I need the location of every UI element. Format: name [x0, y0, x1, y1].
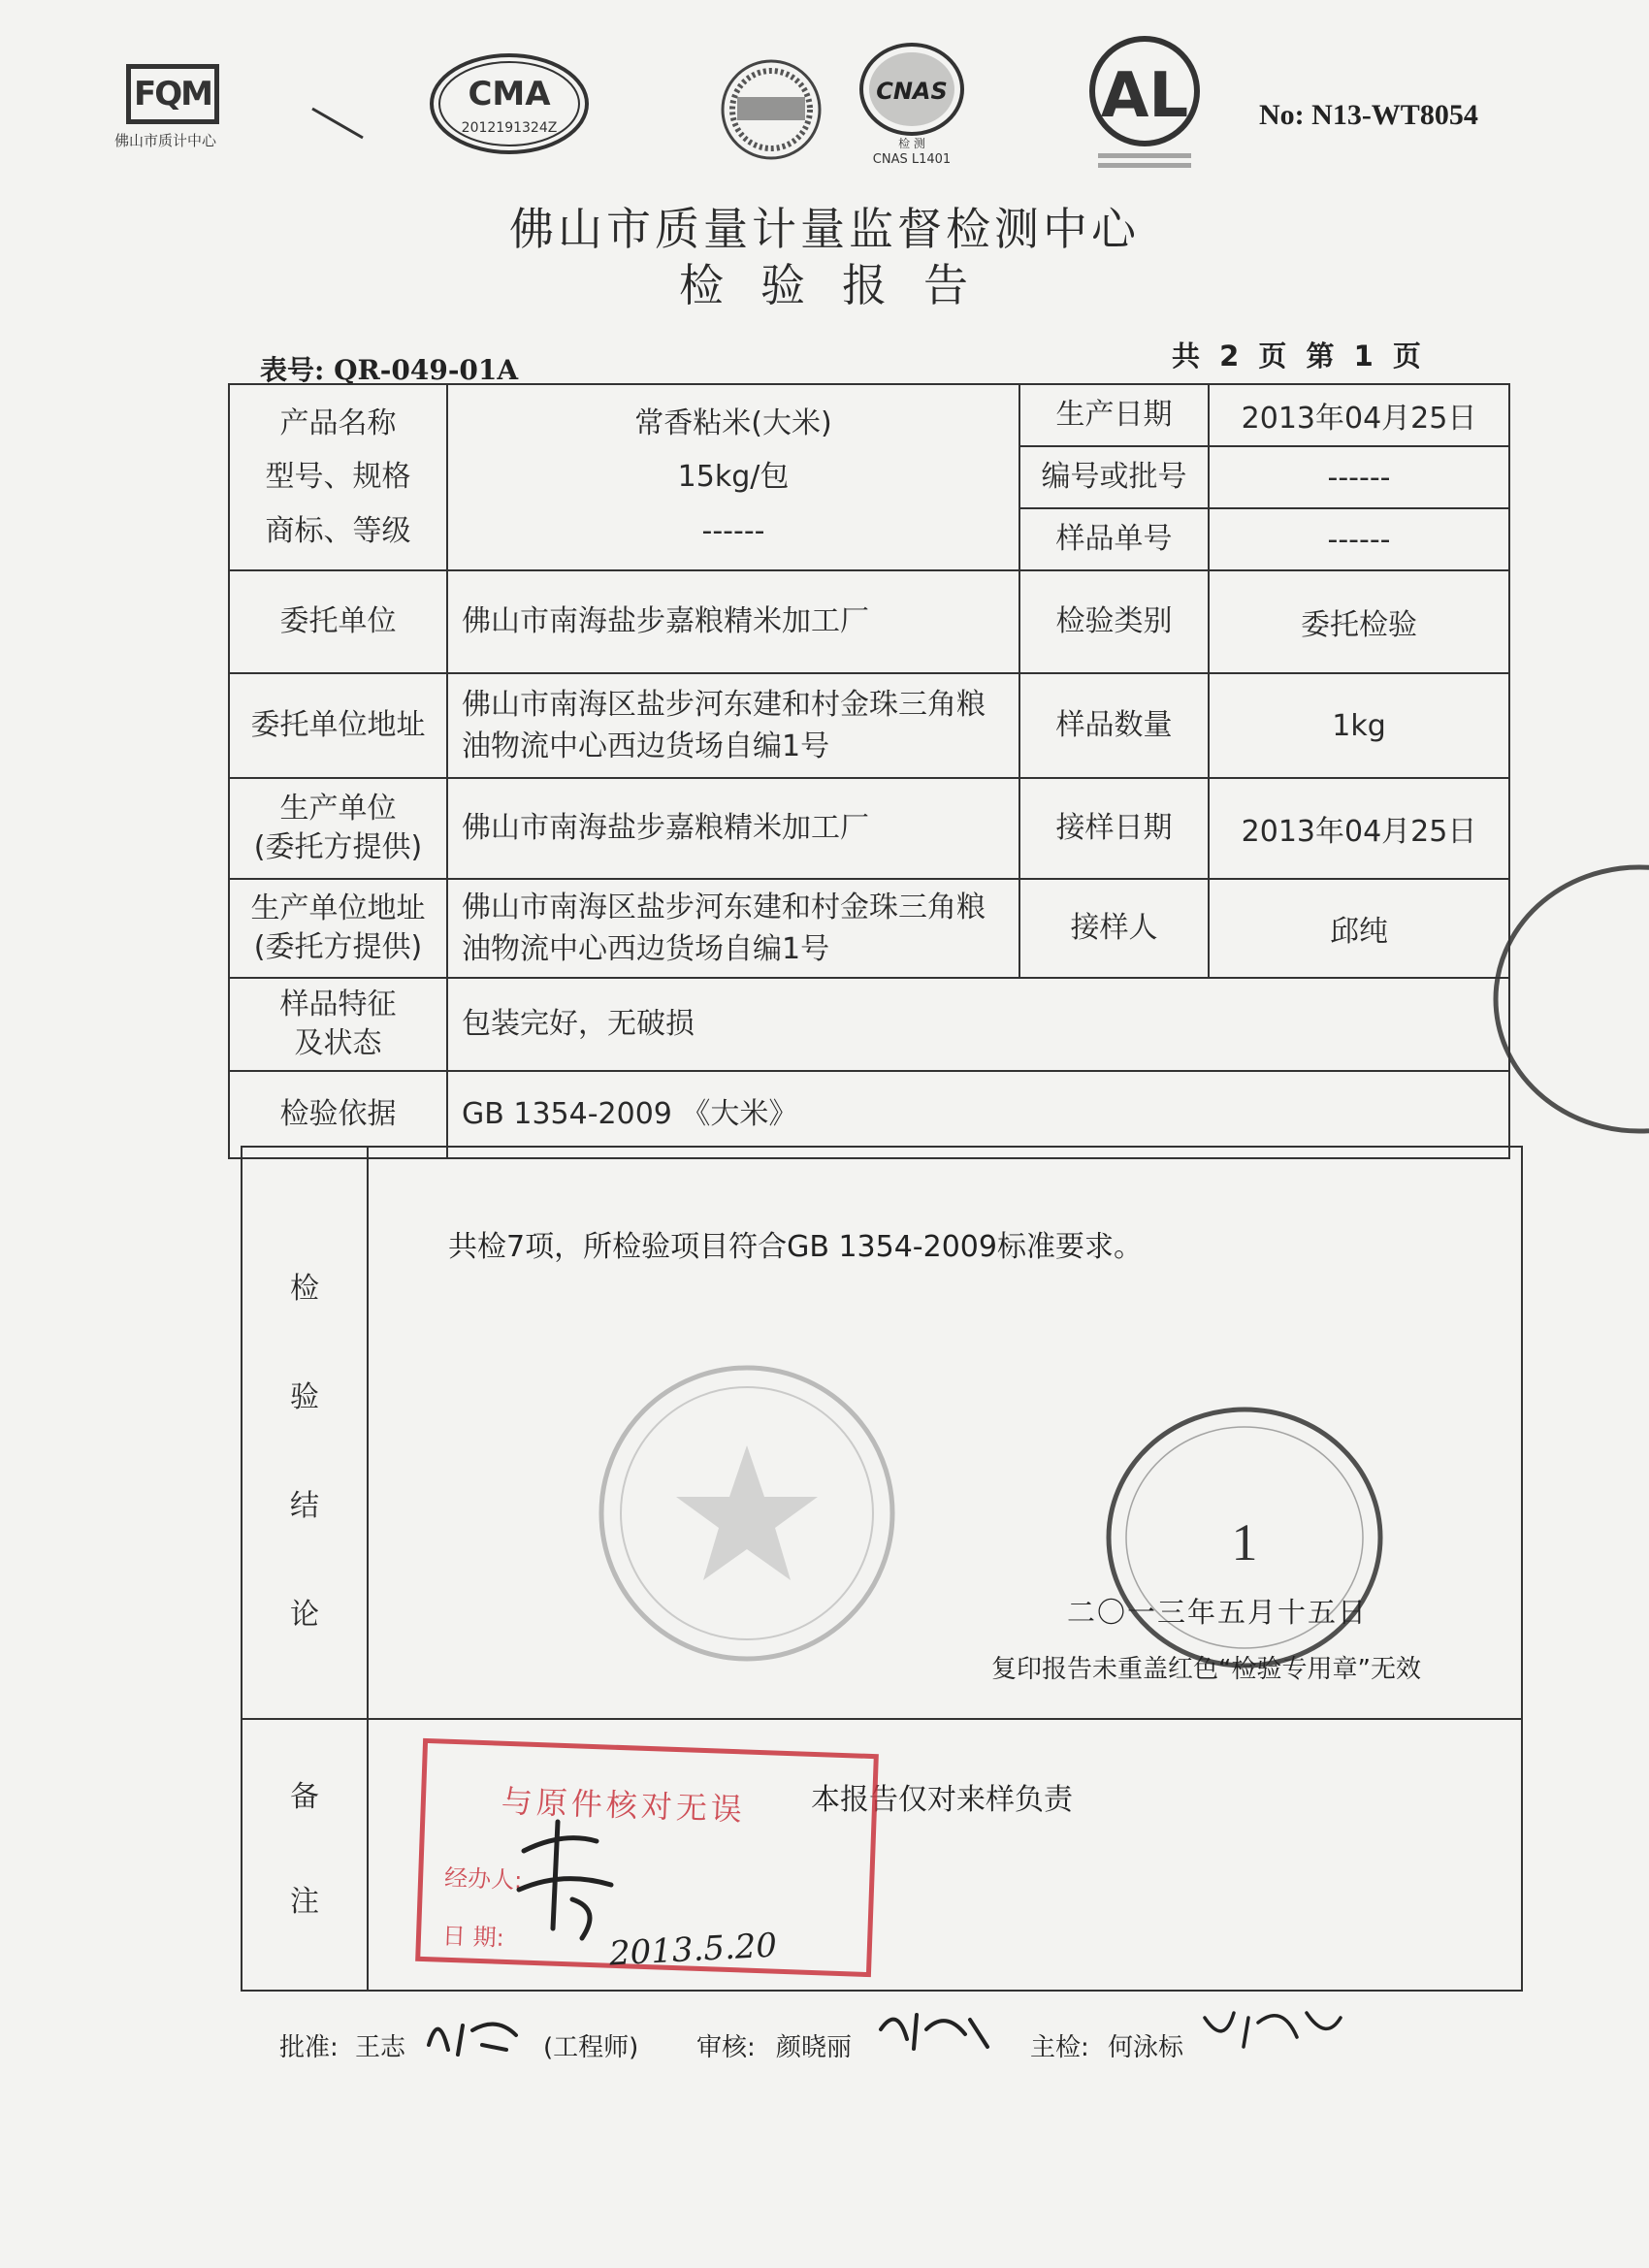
inspection-type-value: 委托检验 — [1209, 570, 1509, 673]
info-table — [228, 383, 1510, 1159]
production-date-label: 生产日期 — [1019, 384, 1209, 446]
product-labels-cell — [229, 384, 447, 570]
sample-quantity-value: 1kg — [1209, 673, 1509, 778]
producer-label — [229, 778, 447, 879]
approve-label: 批准: — [279, 2033, 339, 2062]
inspection-type-label: 检验类别 — [1019, 570, 1209, 673]
sample-state-value: 包装完好，无破损 — [447, 978, 1509, 1071]
copy-stamp-handler: 经办人: — [443, 1863, 523, 1895]
batch-value: ------ — [1209, 446, 1509, 508]
client-address-label: 委托单位地址 — [229, 673, 447, 778]
sample-state-label — [229, 978, 447, 1071]
sample-quantity-label: 样品数量 — [1019, 673, 1209, 778]
conclusion-label-char: 检 — [290, 1272, 319, 1306]
producer-address-label-line2: (委托方提供) — [253, 930, 423, 964]
handler-date-handwritten: 2013.5.20 — [608, 1926, 778, 1974]
approve-name: 王志 — [355, 2033, 406, 2062]
inspector-label: 主检: — [1030, 2033, 1089, 2062]
cma-logo — [427, 50, 592, 157]
cnas-sub1: 检 测 — [898, 137, 925, 150]
remarks-label — [242, 1719, 368, 1991]
receipt-date-value: 2013年04月25日 — [1209, 778, 1509, 879]
page-count: 共 2 页 第 1 页 — [1172, 340, 1421, 373]
inspector-name: 何泳标 — [1108, 2033, 1184, 2062]
approver-signature-icon — [419, 2006, 526, 2064]
receipt-date-label: 接样日期 — [1019, 778, 1209, 879]
fqm-logo: FQM — [126, 64, 219, 124]
approve-title: (工程师) — [543, 2033, 639, 2062]
document-title: 检验报告 — [679, 259, 1005, 311]
sample-state-label-line2: 及状态 — [294, 1026, 382, 1060]
conclusion-label-char: 结 — [290, 1489, 319, 1523]
sample-no-value: ------ — [1209, 508, 1509, 570]
inspector-signature-icon — [1195, 1998, 1350, 2057]
producer-value: 佛山市南海盐步嘉粮精米加工厂 — [447, 778, 1019, 879]
batch-label: 编号或批号 — [1019, 446, 1209, 508]
product-name-label: 产品名称 — [279, 405, 397, 440]
copy-stamp-title: 与原件核对无误 — [501, 1782, 747, 1829]
receiver-label: 接样人 — [1019, 879, 1209, 978]
conclusion-text: 共检7项，所检验项目符合GB 1354-2009标准要求。 — [448, 1230, 1143, 1264]
margin-seal-icon — [1474, 854, 1649, 1145]
sample-state-label-line1: 样品特征 — [279, 987, 397, 1021]
basis-value: GB 1354-2009 《大米》 — [447, 1071, 1509, 1158]
cal-seal-icon — [708, 56, 834, 163]
client-value: 佛山市南海盐步嘉粮精米加工厂 — [447, 570, 1019, 673]
cma-number: 2012191324Z — [461, 120, 558, 136]
brand-grade-value: ------ — [701, 513, 765, 548]
producer-address-value: 佛山市南海区盐步河东建和村金珠三角粮油物流中心西边货场自编1号 — [447, 879, 1019, 978]
cal-text: AL — [1100, 60, 1189, 132]
production-date-value: 2013年04月25日 — [1209, 384, 1509, 446]
sample-no-label: 样品单号 — [1019, 508, 1209, 570]
organization-name: 佛山市质量计量监督检测中心 — [509, 203, 1140, 255]
producer-address-label — [229, 879, 447, 978]
basis-label: 检验依据 — [229, 1071, 447, 1158]
reviewer-signature-icon — [873, 2000, 999, 2058]
inspection-seal-icon — [1094, 1397, 1395, 1678]
producer-address-label-line1: 生产单位地址 — [250, 891, 426, 925]
conclusion-label-char: 论 — [290, 1598, 319, 1632]
report-date: 二〇一三年五月十五日 — [1067, 1596, 1369, 1629]
product-values-cell — [447, 384, 1019, 570]
cnas-sub2: CNAS L1401 — [872, 152, 952, 167]
producer-label-line2: (委托方提供) — [253, 830, 423, 864]
review-name: 颜晓丽 — [776, 2033, 853, 2062]
copy-notice: 复印报告未重盖红色“检验专用章”无效 — [991, 1655, 1421, 1684]
client-address-value: 佛山市南海区盐步河东建和村金珠三角粮油物流中心西边货场自编1号 — [447, 673, 1019, 778]
cnas-text: CNAS — [876, 78, 948, 105]
producer-label-line1: 生产单位 — [279, 791, 397, 826]
conclusion-label — [242, 1147, 368, 1719]
model-spec-value: 15kg/包 — [677, 460, 790, 495]
form-number: 表号: QR-049-01A — [260, 354, 519, 386]
product-name-value: 常香粘米(大米) — [634, 405, 832, 440]
remarks-label-char: 注 — [290, 1885, 319, 1919]
producer-seal-icon — [587, 1353, 907, 1673]
client-label: 委托单位 — [229, 570, 447, 673]
remarks-label-char: 备 — [290, 1780, 319, 1814]
cma-text: CMA — [468, 75, 551, 113]
fqm-subtitle: 佛山市质计中心 — [114, 132, 217, 149]
brand-grade-label: 商标、等级 — [265, 513, 411, 548]
seal-number: 1 — [1231, 1513, 1258, 1571]
remark-text: 本报告仅对来样负责 — [811, 1783, 1073, 1817]
receiver-value: 邱纯 — [1209, 879, 1509, 978]
pen-stroke-mark — [308, 105, 367, 144]
review-label: 审核: — [696, 2033, 756, 2062]
copy-stamp-date-label: 日 期: — [441, 1922, 505, 1952]
report-number: No: N13-WT8054 — [1259, 99, 1478, 131]
cal-logo — [1077, 35, 1212, 176]
conclusion-label-char: 验 — [290, 1380, 319, 1414]
cnas-logo — [854, 39, 970, 170]
model-spec-label: 型号、规格 — [265, 460, 411, 495]
